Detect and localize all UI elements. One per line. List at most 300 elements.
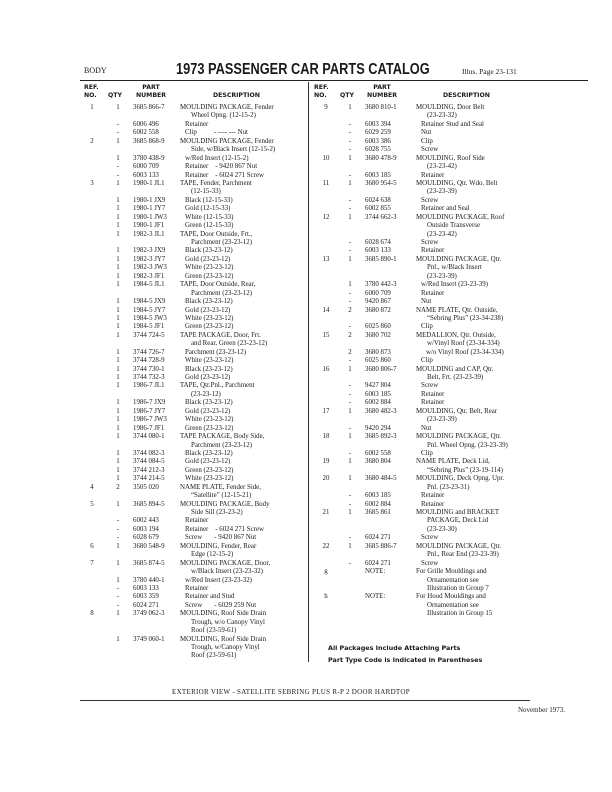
parts-row [80,121,308,129]
part-number: 6003 133 [365,247,391,255]
quantity: - [348,357,352,365]
parts-row [312,425,590,433]
quantity: - [348,129,352,137]
description: For Grille Mouldings and [416,568,487,576]
description: Gold (23-23-12) [185,255,231,263]
quantity: - [116,601,120,609]
no-label: NO. [314,92,327,99]
description: For Hood Mouldings and [416,593,486,601]
footnote-part-type: Part Type Code is Indicated in Parentheses [328,656,483,664]
description: NAME PLATE, Deck Lid, [416,458,490,466]
column-divider [308,82,309,662]
part-number: NOTE: [365,593,386,601]
description: Retainer [421,492,445,500]
parts-row [312,450,590,458]
ref-number: 2 [90,137,94,145]
part-number: 3744 082-3 [133,449,165,457]
description: Clip [421,449,433,457]
quantity: 1 [116,154,120,162]
quantity: 1 [116,449,120,457]
parts-row-continuation [80,627,308,635]
description: Retainer - 9420 867 Nut [185,163,258,171]
quantity: 1 [348,179,352,187]
parts-row-continuation [80,644,308,652]
quantity: 1 [116,298,120,306]
description: Pnl. (23-23-31) [427,483,470,491]
quantity: - [348,399,352,407]
parts-row [312,281,590,289]
quantity: 1 [348,407,352,415]
description: w/Red Insert (23-23-32) [185,576,252,584]
quantity: 1 [348,154,352,162]
description: MOULDING PACKAGE, Qtr. [416,542,502,550]
description: Nut [421,298,432,306]
description: Gold (12-15-33) [185,205,231,213]
quantity: 1 [116,137,120,145]
description: Black (12-15-33) [185,196,233,204]
parts-row [80,281,308,289]
description: Gold (23-23-12) [185,374,231,381]
parts-row-continuation [312,163,590,171]
part-number: 9420 867 [365,298,391,306]
parts-row [80,273,308,281]
description: w/o Vinyl Roof (23-34-334) [426,348,504,356]
parts-row [80,205,308,213]
description: PACKAGE, Deck Lid [427,517,489,525]
quantity: - [348,239,352,246]
part-number: 3749 062-3 [133,610,165,618]
description: TAPE, Door Outside, Frt., [180,230,253,238]
quantity: 1 [116,281,120,289]
parts-row [80,222,308,230]
description: Retainer and Stud [185,593,235,601]
part-number: 6006 496 [133,120,159,128]
description: Retainer [421,247,445,255]
part-number: 3780 438-9 [133,154,165,162]
qty-header-right: QTY [340,92,354,99]
section-label: BODY [84,66,107,75]
description: Roof (23-59-61) [191,627,237,635]
quantity: 2 [348,331,352,339]
parts-row [80,197,308,205]
description: TAPE, Fender, Parchment [180,179,252,187]
description: MOULDING PACKAGE, Qtr. [416,433,502,441]
part-number: 3744 212-3 [133,466,165,474]
description: Parchment (23-23-12) [185,348,247,356]
quantity: 1 [348,281,352,289]
parts-row [312,121,590,129]
quantity: - [348,120,352,128]
description: MOULDING PACKAGE, Fender [180,137,274,145]
part-number: 6003 394 [365,120,391,128]
part-number: 3680 873 [365,348,391,356]
description: Black (23-23-12) [185,399,233,407]
parts-row [312,332,590,340]
parts-row-continuation [80,492,308,500]
parts-row [80,526,308,534]
description: Parchment (23-23-12) [191,441,253,449]
description: Screw [421,239,439,246]
description: w/Red Insert (23-23-39) [421,281,488,289]
quantity: - [348,205,352,213]
parts-row [80,298,308,306]
description: Gold (23-23-12) [185,306,231,314]
description: Black (23-23-12) [185,298,233,306]
description: Ornamentation see [427,601,479,609]
parts-row-continuation [80,239,308,247]
parts-row [80,408,308,416]
parts-row-continuation [312,340,590,348]
description: Gold (23-23-12) [185,407,231,415]
parts-row [312,323,590,331]
parts-row [80,357,308,365]
ref-number: 1 [90,104,94,111]
part-number: 6024 638 [365,196,391,204]
parts-row [312,290,590,298]
part-number: 1986-7 JF1 [133,424,165,432]
parts-row-continuation [80,391,308,399]
description: MOULDING, Qtr. Wdo. Belt [416,179,498,187]
quantity: 1 [116,323,120,331]
part-number: 1986-7 JW3 [133,416,167,424]
description: (23-23-30) [427,525,457,533]
parts-row [312,501,590,509]
parts-row-continuation [312,112,590,120]
ref-number: 19 [322,458,330,466]
description: Retainer [421,500,445,508]
part-number: 3680 482-3 [365,407,397,415]
description: Clip [421,323,433,331]
quantity: - [116,584,120,592]
description: Side, w/Black Insert (12-15-2) [191,146,276,154]
parts-row [80,231,308,239]
quantity: 1 [116,559,120,567]
part-number: 3749 060-1 [133,635,165,643]
ref-number: 8 [90,610,94,618]
parts-row [80,534,308,542]
parts-row [80,517,308,525]
parts-row [80,433,308,441]
quantity: 1 [116,247,120,255]
part-number: 3744 724-5 [133,331,165,339]
quantity: 1 [348,542,352,550]
quantity: 1 [116,542,120,550]
ref-no-header [84,84,99,100]
description: (12-15-33) [191,188,221,196]
description: Clip - ---- --- Nut [185,129,248,137]
quantity: 1 [348,509,352,516]
description: White (12-15-33) [185,213,234,221]
part-number: NOTE: [365,568,386,576]
quantity: - [348,382,352,390]
parts-row [80,180,308,188]
parts-row-continuation [312,551,590,559]
description: Trough, w/Canopy Vinyl [191,644,260,651]
parts-list-left [80,104,308,661]
description: Green (23-23-12) [185,424,234,432]
parts-row-continuation [80,146,308,154]
description: (23-23-39) [427,272,457,280]
part-number: 3680 478-9 [365,154,397,162]
quantity: - [116,163,120,171]
description: Screw - 6029 259 Nut [185,601,257,609]
description: “Sebring Plus” (23-34-238) [427,314,504,322]
parts-row [80,602,308,610]
page-title: 1973 PASSENGER CAR PARTS CATALOG [176,61,430,78]
parts-row [80,484,308,492]
description: MOULDING PACKAGE, Qtr. [416,255,502,263]
quantity: 1 [116,475,120,483]
quantity: - [348,289,352,297]
part-number: 1984-5 JW3 [133,314,167,322]
parts-row [312,509,590,517]
part-number-header [133,84,169,100]
quantity: - [348,500,352,508]
parts-row-continuation [312,416,590,424]
parts-row [312,256,590,264]
description: “Satellite” (12-15-21) [191,492,252,500]
description: Screw [421,196,439,204]
quantity: - [348,449,352,457]
part-number: 3744 726-7 [133,348,165,356]
quantity: - [116,171,120,179]
part-number: 3780 440-1 [133,576,165,584]
description: Parchment (23-23-12) [191,239,253,246]
description: TAPE PACKAGE, Door, Frt. [180,331,261,339]
quantity: 1 [116,272,120,280]
parts-row [312,239,590,247]
part-number: 6002 855 [365,205,391,213]
parts-row [312,146,590,154]
part-label: PART [142,84,160,91]
part-number: 3680 484-5 [365,475,397,483]
illustration-caption: EXTERIOR VIEW - SATELLITE SEBRING PLUS R-P 2 DOOR HARDTOP [172,688,410,696]
parts-row [312,408,590,416]
part-number: 6028 674 [365,239,391,246]
description: Retainer [185,584,209,592]
parts-row-continuation [312,222,590,230]
parts-row [312,560,590,568]
part-number: 6003 185 [365,492,391,500]
part-number: 6002 443 [133,517,159,525]
parts-row [312,129,590,137]
parts-row [312,399,590,407]
description-header: DESCRIPTION [213,92,260,99]
parts-row-continuation [312,484,590,492]
parts-row-continuation [312,442,590,450]
parts-row [80,450,308,458]
description: MOULDING PACKAGE, Fender [180,104,274,111]
description: Belt, Frt. (23-23-39) [427,374,484,381]
quantity: 1 [116,213,120,221]
quantity: 1 [116,399,120,407]
description: Wheel Opng. (12-15-2) [191,112,256,120]
part-number: 1986-7 JL1 [133,382,165,390]
part-number: 3685 892-3 [365,433,397,441]
quantity: - [348,171,352,179]
ref-number: 22 [322,542,330,550]
quantity: 1 [116,306,120,314]
description: Screw [421,146,439,154]
parts-row [80,315,308,323]
parts-row [312,155,590,163]
parts-row [312,534,590,542]
part-number: 1986-7 JY7 [133,407,166,415]
description: Ornamentation see [427,576,479,584]
part-number: 3680 954-5 [365,179,397,187]
description: w/Vinyl Roof (23-34-334) [427,340,500,348]
parts-row-continuation [312,602,590,610]
quantity: - [116,517,120,525]
description: Pnl., Rear End (23-23-39) [427,551,499,559]
quantity: 1 [116,424,120,432]
parts-row-continuation [80,652,308,660]
part-number: 6003 194 [133,525,159,533]
quantity: 1 [348,365,352,373]
parts-row-continuation [80,619,308,627]
parts-row-continuation [312,577,590,585]
quantity: - [348,424,352,432]
parts-row [80,416,308,424]
part-number: 3744 080-1 [133,433,165,441]
quantity: - [116,593,120,601]
part-number: 3744 214-5 [133,475,165,483]
description: NAME PLATE, Fender Side, [180,483,261,491]
description: Gold (23-23-12) [185,458,231,466]
part-number: 1984-5 JL1 [133,281,165,289]
part-label: PART [373,84,391,91]
ref-number: g [324,568,328,576]
description: Retainer [421,390,445,398]
header-rule [80,80,588,81]
description: TAPE PACKAGE, Body Side, [180,433,265,441]
ref-no-header-right [314,84,329,100]
description: TAPE, Door Outside, Rear, [180,281,256,289]
description: White (23-23-12) [185,314,234,322]
description: MOULDING, Roof Side Drain [180,610,267,618]
description: NAME PLATE, Qtr. Outside, [416,306,498,314]
parts-row [312,492,590,500]
caption-rule [80,700,530,701]
part-number: 6024 271 [365,559,391,567]
description: MOULDING and BRACKET [416,509,500,516]
description: Nut [421,129,432,137]
quantity: 1 [116,357,120,365]
quantity: 1 [116,365,120,373]
quantity: 1 [348,255,352,263]
quantity: 2 [348,348,352,356]
quantity: 1 [116,500,120,508]
parts-row [80,577,308,585]
part-number: 1980-1 JY7 [133,205,166,213]
part-number: 3680 702 [365,331,391,339]
part-number: 3685 868-9 [133,137,165,145]
parts-row [80,585,308,593]
parts-row [312,138,590,146]
parts-row [312,593,590,601]
description: MOULDING, Qtr. Belt, Rear [416,407,498,415]
description: (23-23-32) [427,112,457,120]
quantity: 1 [116,635,120,643]
quantity: 1 [348,475,352,483]
footnote-packages: All Packages Include Attaching Parts [328,644,461,652]
quantity: - [348,298,352,306]
description: Screw [421,382,439,390]
ref-number: 9 [324,104,328,111]
part-number: 3505 020 [133,483,159,491]
parts-row [80,172,308,180]
description: Screw - 9420 867 Nut [185,534,257,542]
quantity: - [348,323,352,331]
quantity: 1 [348,213,352,221]
part-number: 3680 548-9 [133,542,165,550]
description: Retainer - 6024 271 Screw [185,171,265,179]
quantity: - [348,247,352,255]
part-number: 6003 185 [365,390,391,398]
description: Green (23-23-12) [185,466,234,474]
description: Illustration in Group 15 [427,610,493,618]
parts-row-continuation [80,188,308,196]
ref-number: 17 [322,407,330,415]
parts-row-continuation [312,517,590,525]
quantity: - [348,492,352,500]
parts-row [312,458,590,466]
description: MEDALLION, Qtr. Outside, [416,331,496,339]
description: Side Sill (23-23-2) [191,509,243,516]
description: Green (23-23-12) [185,272,234,280]
part-number: 1980-1 JW3 [133,213,167,221]
part-number: 6002 558 [133,129,159,137]
parts-row [312,172,590,180]
quantity: 1 [116,331,120,339]
description: White (23-23-12) [185,475,234,483]
parts-row [80,307,308,315]
quantity: 2 [116,483,120,491]
part-number: 6003 133 [133,171,159,179]
part-number: 6002 884 [365,399,391,407]
part-number: 1982-3 JY7 [133,255,166,263]
ref-number: 13 [322,255,330,263]
description: Retainer [421,399,445,407]
description: (23-23-42) [427,163,457,171]
ref-number: h [324,593,328,601]
part-number: 9427 804 [365,382,391,390]
ref-number: 7 [90,559,94,567]
quantity: 1 [116,314,120,322]
parts-row-continuation [312,273,590,281]
quantity: 1 [116,374,120,381]
part-number: 3685 894-5 [133,500,165,508]
parts-row [80,374,308,382]
parts-row [80,636,308,644]
quantity: - [116,129,120,137]
parts-row [312,104,590,112]
ref-number: 15 [322,331,330,339]
description: Retainer Stud and Seal [421,120,484,128]
ref-number: 4 [90,483,94,491]
parts-row-continuation [312,585,590,593]
part-number: 1984-5 JY7 [133,306,166,314]
parts-row [80,560,308,568]
parts-row-continuation [80,442,308,450]
part-number: 6002 884 [365,500,391,508]
parts-row [312,366,590,374]
part-number: 6003 359 [133,593,159,601]
description: Retainer [421,171,445,179]
parts-row-continuation [312,374,590,382]
quantity: 1 [116,205,120,213]
parts-row [80,256,308,264]
